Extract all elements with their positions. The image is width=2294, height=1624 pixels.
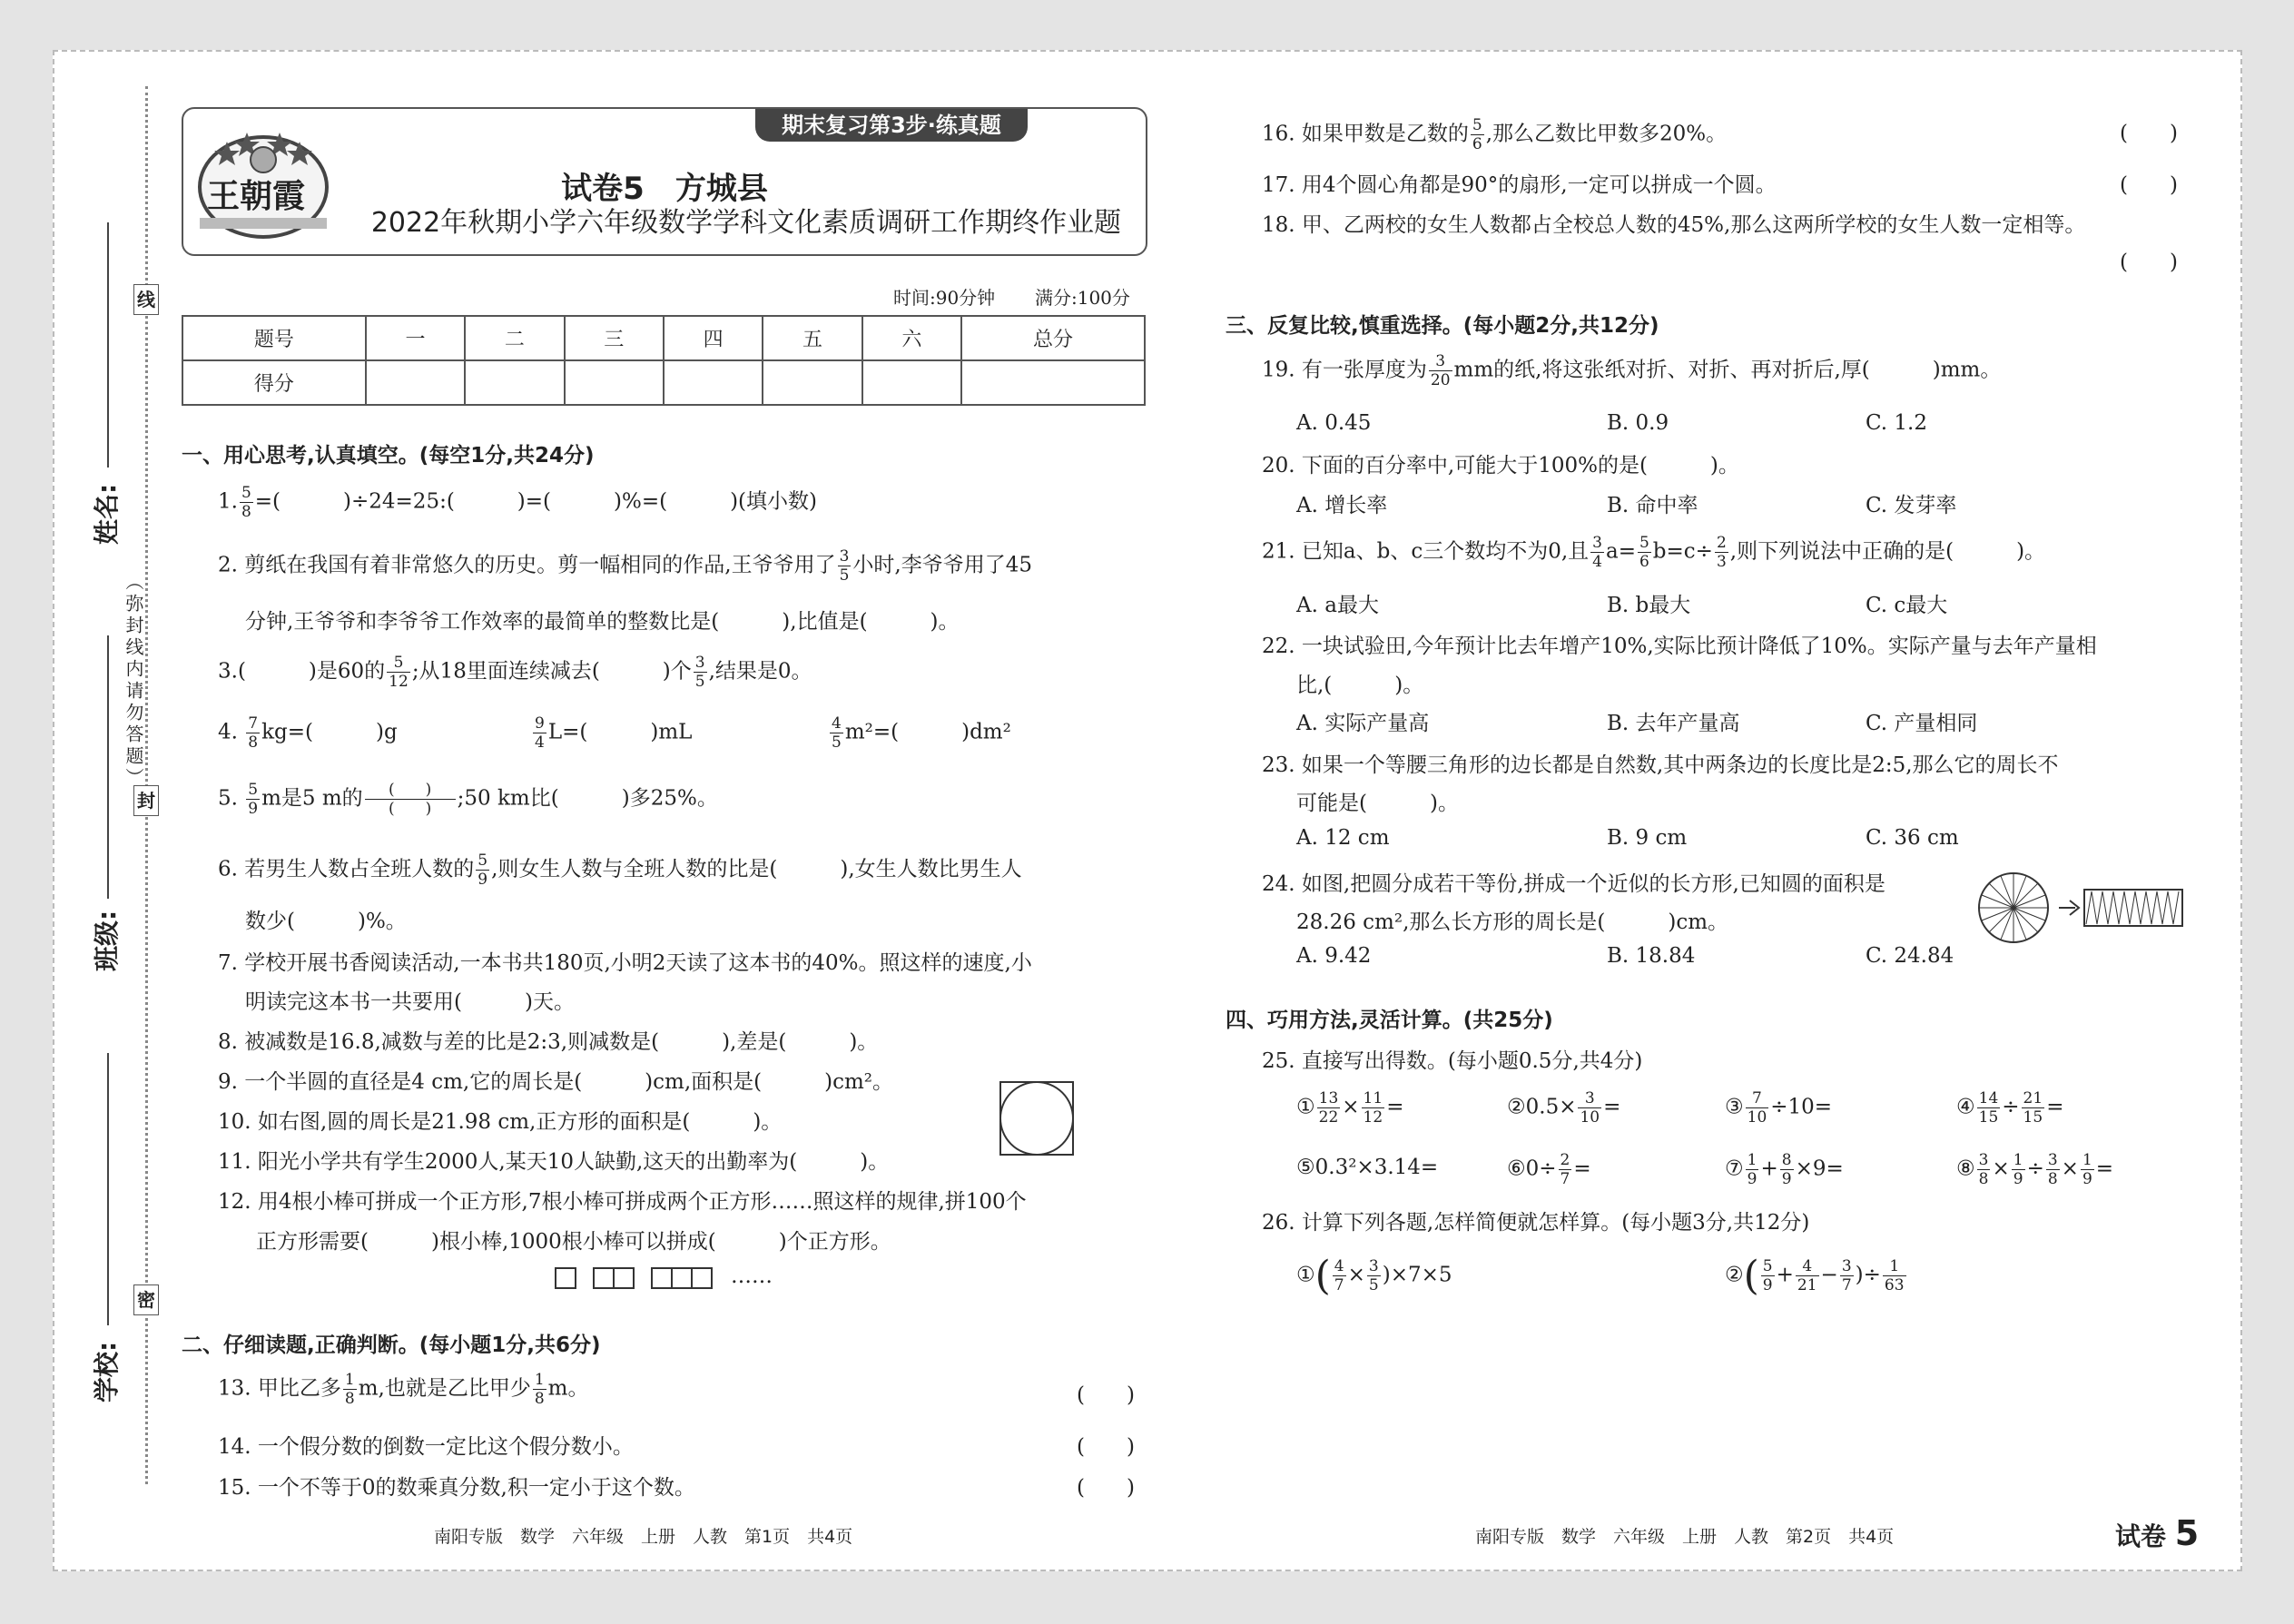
question-15: 15. 一个不等于0的数乘真分数,积一定小于这个数。 bbox=[218, 1476, 695, 1500]
q22-option-b[interactable]: B. 去年产量高 bbox=[1607, 712, 1740, 735]
question-9: 9. 一个半圆的直径是4 cm,它的周长是( )cm,面积是( )cm²。 bbox=[218, 1070, 894, 1094]
q20-option-b[interactable]: B. 命中率 bbox=[1607, 494, 1698, 517]
question-18: 18. 甲、乙两校的女生人数都占全校总人数的45%,那么这两所学校的女生人数一定相等。 bbox=[1262, 213, 2086, 237]
score-header-cell: 题号 bbox=[182, 316, 366, 360]
score-header-cell: 五 bbox=[763, 316, 861, 360]
q22-option-c[interactable]: C. 产量相同 bbox=[1866, 712, 1978, 735]
score-cell[interactable] bbox=[465, 360, 564, 405]
question-3: 3.( )是60的 $\frac{5}{12}$ ;从18里面连续减去( )个 $\frac{3}{5}$ ,结果是0。 bbox=[218, 654, 812, 691]
question-19: 19. 有一张厚度为 $\frac{3}{20}$ mm的纸,将这张纸对折、对折、再对折后,厚( )mm。 bbox=[1262, 352, 2002, 389]
question-2-line1: 2. 剪纸在我国有着非常悠久的历史。剪一幅相同的作品,王爷爷用了 $\frac{3}{5}$ 小时,李爷爷用了45 bbox=[218, 547, 1032, 585]
class-field-line[interactable] bbox=[107, 635, 109, 899]
question-6-line2: 数少( )%。 bbox=[245, 910, 407, 933]
footer-left: 南阳专版 数学 六年级 上册 人教 第1页 共4页 bbox=[434, 1527, 853, 1547]
question-5: 5. $\frac{5}{9}$ m是5 m的 $\frac{( )}{( )}$ ;50 km比( )多25%。 bbox=[218, 781, 718, 818]
score-table-header-row bbox=[182, 316, 1145, 360]
q20-option-a[interactable]: A. 增长率 bbox=[1296, 494, 1388, 517]
section-2-heading: 二、仔细读题,正确判断。(每小题1分,共6分) bbox=[182, 1334, 601, 1357]
score-row-label: 得分 bbox=[182, 360, 366, 405]
question-12-line2: 正方形需要( )根小棒,1000根小棒可以拼成( )个正方形。 bbox=[256, 1230, 891, 1254]
question-26: 26. 计算下列各题,怎样简便就怎样算。(每小题3分,共12分) bbox=[1262, 1211, 1810, 1235]
question-6-line1: 6. 若男生人数占全班人数的 $\frac{5}{9}$ ,则女生人数与全班人数的比是( ),女生人数比男生人 bbox=[218, 851, 1022, 889]
answer-paren-15[interactable]: ( ) bbox=[1077, 1476, 1135, 1500]
question-7-line1: 7. 学校开展书香阅读活动,一本书共180页,小明2天读了这本书的40%。照这样的速度,小 bbox=[218, 951, 1032, 975]
question-16: 16. 如果甲数是乙数的 $\frac{5}{6}$ ,那么乙数比甲数多20%。 bbox=[1262, 116, 1728, 153]
score-cell[interactable] bbox=[565, 360, 664, 405]
matchstick-squares-figure bbox=[554, 1266, 726, 1290]
ellipsis: …… bbox=[731, 1265, 773, 1288]
footer-right: 南阳专版 数学 六年级 上册 人教 第2页 共4页 bbox=[1475, 1527, 1895, 1547]
seal2-mark: 密 bbox=[133, 1284, 159, 1315]
q22-option-a[interactable]: A. 实际产量高 bbox=[1296, 712, 1430, 735]
score-header-cell: 四 bbox=[664, 316, 763, 360]
score-header-cell: 二 bbox=[465, 316, 564, 360]
score-cell[interactable] bbox=[664, 360, 763, 405]
exam-title: 试卷5 方城县 bbox=[561, 171, 768, 207]
score-cell[interactable] bbox=[961, 360, 1145, 405]
question-1: 1. $\frac{5}{8}$ =( )÷24=25:( )=( )%=( )(填小数) bbox=[218, 484, 818, 521]
question-12-line1: 12. 用4根小棒可拼成一个正方形,7根小棒可拼成两个正方形……照这样的规律,拼100个 bbox=[218, 1190, 1027, 1214]
question-13: 13. 甲比乙多 $\frac{1}{8}$ m,也就是乙比甲少 $\frac{1}{8}$ m。 bbox=[218, 1371, 589, 1408]
calc-d1: ①( $\frac{4}{7}$ × $\frac{3}{5}$ )×7×5 bbox=[1296, 1253, 1452, 1299]
exam-header bbox=[182, 107, 1147, 256]
answer-paren-13[interactable]: ( ) bbox=[1077, 1383, 1135, 1407]
answer-paren-17[interactable]: ( ) bbox=[2120, 173, 2178, 197]
q19-option-b[interactable]: B. 0.9 bbox=[1607, 411, 1669, 435]
calc-7: ⑦ $\frac{1}{9}$ + $\frac{8}{9}$ ×9= bbox=[1725, 1151, 1844, 1188]
line-mark: 线 bbox=[133, 284, 159, 315]
answer-paren-14[interactable]: ( ) bbox=[1077, 1435, 1135, 1459]
calc-5: ⑤0.3²×3.14= bbox=[1296, 1156, 1439, 1179]
q23-option-c[interactable]: C. 36 cm bbox=[1866, 826, 1959, 850]
school-label: 学校: bbox=[92, 1341, 122, 1403]
q21-option-a[interactable]: A. a最大 bbox=[1296, 594, 1379, 617]
full-score-label: 满分:100分 bbox=[1035, 287, 1130, 309]
seal-mark: 封 bbox=[133, 785, 159, 816]
question-21: 21. 已知a、b、c三个数均不为0,且 $\frac{3}{4}$ a= $\frac{5}{6}$ b=c÷ $\frac{2}{3}$ ,则下列说法中正确的是( )。 bbox=[1262, 534, 2046, 571]
paper-number: 试卷 5 bbox=[2115, 1513, 2200, 1553]
question-10: 10. 如右图,圆的周长是21.98 cm,正方形的面积是( )。 bbox=[218, 1110, 783, 1134]
question-23-line1: 23. 如果一个等腰三角形的边长都是自然数,其中两条边的长度比是2:5,那么它的周长不 bbox=[1262, 753, 2059, 777]
q23-option-b[interactable]: B. 9 cm bbox=[1607, 826, 1688, 850]
q24-option-b[interactable]: B. 18.84 bbox=[1607, 944, 1696, 968]
question-11: 11. 阳光小学共有学生2000人,某天10人缺勤,这天的出勤率为( )。 bbox=[218, 1150, 890, 1174]
question-22-line1: 22. 一块试验田,今年预计比去年增产10%,实际比预计降低了10%。实际产量与去年产量相 bbox=[1262, 635, 2097, 658]
score-header-cell: 总分 bbox=[961, 316, 1145, 360]
school-field-line[interactable] bbox=[107, 1053, 109, 1325]
name-label: 姓名: bbox=[92, 483, 122, 545]
question-2-line2: 分钟,王爷爷和李爷爷工作效率的最简单的整数比是( ),比值是( )。 bbox=[245, 610, 960, 634]
score-cell[interactable] bbox=[763, 360, 861, 405]
score-header-cell: 一 bbox=[366, 316, 465, 360]
class-label: 班级: bbox=[92, 910, 122, 971]
score-header-cell: 六 bbox=[862, 316, 961, 360]
question-4: 4. $\frac{7}{8}$ kg=( )g bbox=[218, 714, 398, 752]
q24-option-a[interactable]: A. 9.42 bbox=[1296, 944, 1372, 968]
review-banner: 期末复习第3步·练真题 bbox=[755, 109, 1028, 142]
question-4b: $\frac{9}{4}$ L=( )mL bbox=[535, 714, 693, 752]
question-22-line2: 比,( )。 bbox=[1296, 674, 1424, 697]
question-8: 8. 被减数是16.8,减数与差的比是2:3,则减数是( ),差是( )。 bbox=[218, 1030, 879, 1054]
calc-8: ⑧ $\frac{3}{8}$ × $\frac{1}{9}$ ÷ $\frac{3}{8}$ × $\frac{1}{9}$ = bbox=[1956, 1151, 2114, 1188]
score-table-row bbox=[182, 360, 1145, 405]
calc-3: ③ $\frac{7}{10}$ ÷10= bbox=[1725, 1089, 1833, 1127]
question-24-line1: 24. 如图,把圆分成若干等份,拼成一个近似的长方形,已知圆的面积是 bbox=[1262, 872, 1885, 896]
question-24-line2: 28.26 cm²,那么长方形的周长是( )cm。 bbox=[1296, 910, 1729, 934]
q24-option-c[interactable]: C. 24.84 bbox=[1866, 944, 1954, 968]
question-20: 20. 下面的百分率中,可能大于100%的是( )。 bbox=[1262, 454, 1739, 477]
calc-1: ① $\frac{13}{22}$ × $\frac{11}{12}$ = bbox=[1296, 1089, 1404, 1127]
q23-option-a[interactable]: A. 12 cm bbox=[1296, 826, 1390, 850]
question-25: 25. 直接写出得数。(每小题0.5分,共4分) bbox=[1262, 1049, 1643, 1073]
exam-subtitle: 2022年秋期小学六年级数学学科文化素质调研工作期终作业题 bbox=[370, 207, 1122, 239]
q21-option-c[interactable]: C. c最大 bbox=[1866, 594, 1948, 617]
name-field-line[interactable] bbox=[107, 222, 109, 468]
answer-paren-16[interactable]: ( ) bbox=[2120, 122, 2178, 145]
question-4c: $\frac{4}{5}$ m²=( )dm² bbox=[832, 714, 1011, 752]
question-23-line2: 可能是( )。 bbox=[1296, 792, 1459, 815]
circle-to-rectangle-figure bbox=[1977, 871, 2186, 944]
question-17: 17. 用4个圆心角都是90°的扇形,一定可以拼成一个圆。 bbox=[1262, 173, 1777, 197]
calc-4: ④ $\frac{14}{15}$ ÷ $\frac{21}{15}$ = bbox=[1956, 1089, 2064, 1127]
q20-option-c[interactable]: C. 发芽率 bbox=[1866, 494, 1957, 517]
q19-option-a[interactable]: A. 0.45 bbox=[1296, 411, 1372, 435]
section-3-heading: 三、反复比较,慎重选择。(每小题2分,共12分) bbox=[1226, 314, 1659, 338]
question-7-line2: 明读完这本书一共要用( )天。 bbox=[245, 990, 575, 1014]
time-label: 时间:90分钟 bbox=[893, 287, 996, 309]
binding-note: （弥封线内请勿答题） bbox=[123, 572, 144, 790]
score-cell[interactable] bbox=[366, 360, 465, 405]
calc-6: ⑥0÷ $\frac{2}{7}$ = bbox=[1507, 1151, 1591, 1188]
logo-text: 王朝霞 bbox=[207, 177, 306, 215]
q21-option-b[interactable]: B. b最大 bbox=[1607, 594, 1691, 617]
score-cell[interactable] bbox=[862, 360, 961, 405]
q19-option-c[interactable]: C. 1.2 bbox=[1866, 411, 1927, 435]
answer-paren-18[interactable]: ( ) bbox=[2120, 251, 2178, 274]
section-1-heading: 一、用心思考,认真填空。(每空1分,共24分) bbox=[182, 444, 595, 468]
calc-2: ②0.5× $\frac{3}{10}$ = bbox=[1507, 1089, 1621, 1127]
calc-d2: ②( $\frac{5}{9}$ + $\frac{4}{21}$ − $\frac{3}{7}$ )÷ $\frac{1}{63}$ bbox=[1725, 1253, 1905, 1299]
section-4-heading: 四、巧用方法,灵活计算。(共25分) bbox=[1226, 1009, 1553, 1032]
circle-in-square-figure bbox=[999, 1080, 1075, 1156]
score-header-cell: 三 bbox=[565, 316, 664, 360]
question-14: 14. 一个假分数的倒数一定比这个假分数小。 bbox=[218, 1435, 634, 1459]
score-table bbox=[182, 315, 1146, 406]
